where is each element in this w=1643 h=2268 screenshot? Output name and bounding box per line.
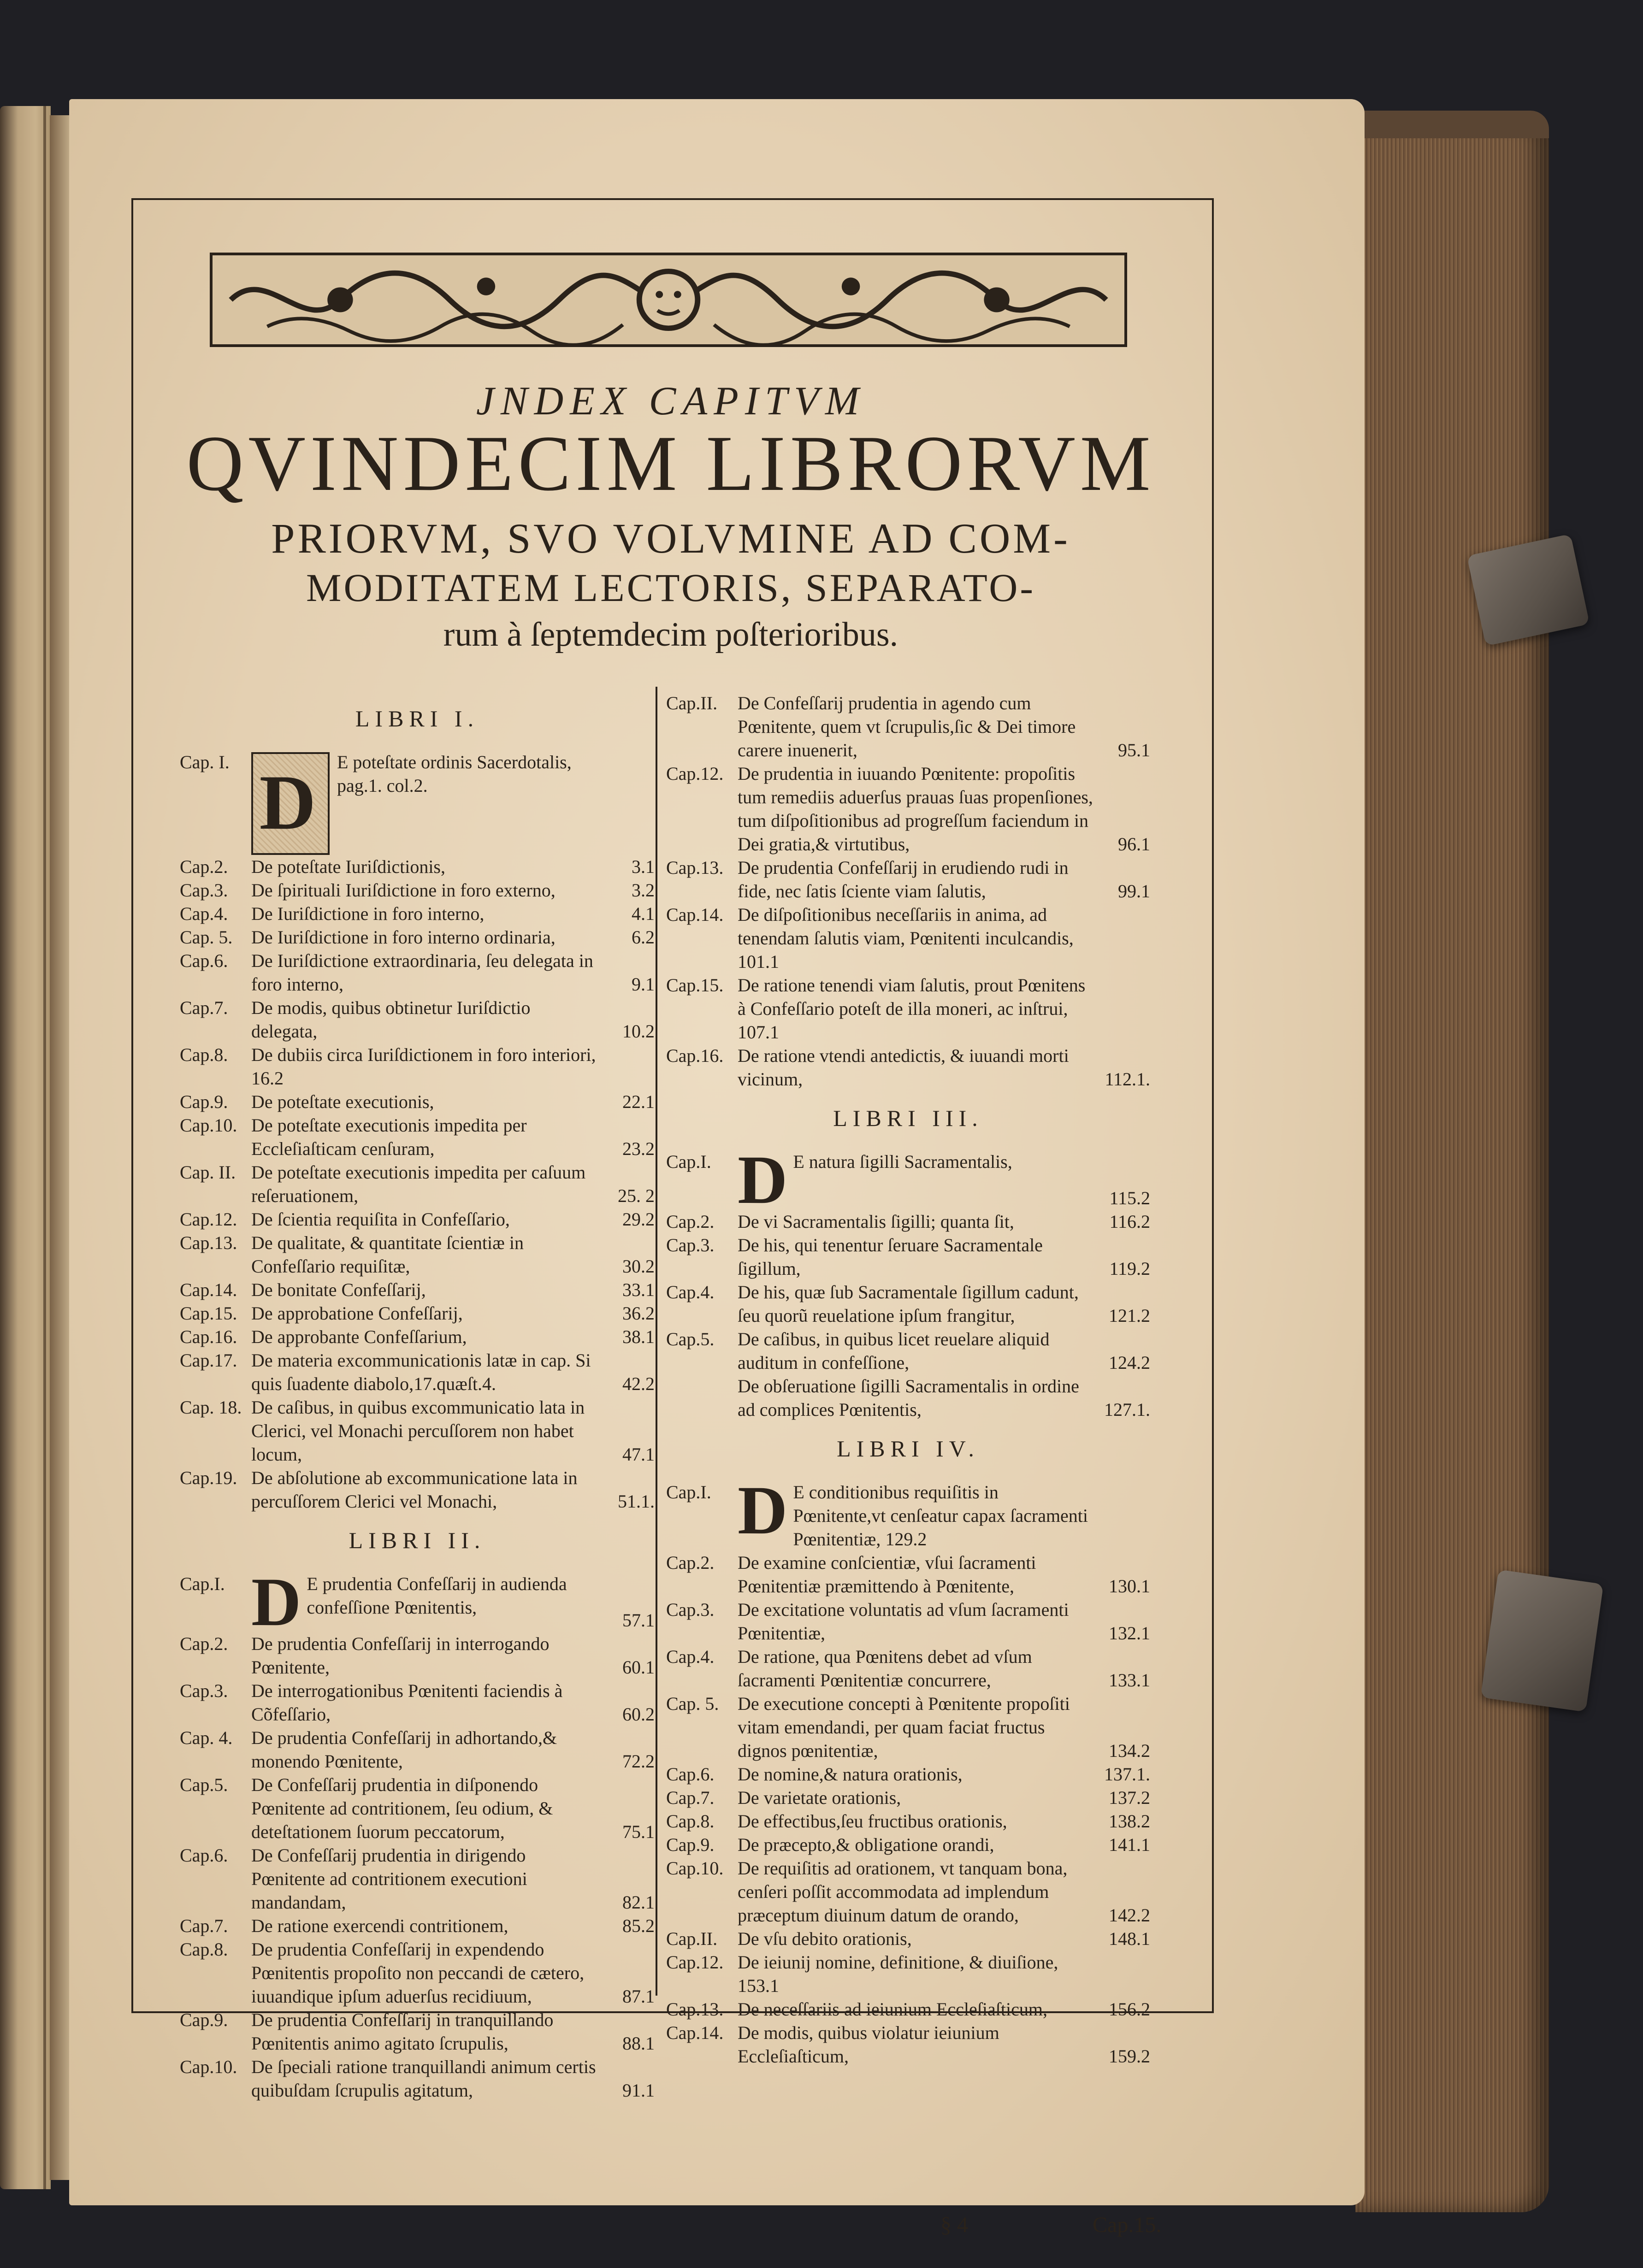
chapter-title: De poteſtate executionis impedita per Eccleſiaſticam cenſuram, [251, 1115, 527, 1159]
chapter-entry [251, 1564, 655, 1640]
index-entry [180, 1113, 655, 1161]
chapter-number: Cap.13. [666, 1999, 724, 2020]
page-reference: 75.1 [622, 1821, 655, 1842]
chapter-entry [738, 1762, 1150, 1786]
chapter-number: Cap.3. [666, 1235, 715, 1255]
index-entry [666, 903, 1150, 973]
chapter-title: De varietate orationis, [738, 1787, 901, 1808]
chapter-number: Cap.13. [666, 857, 724, 878]
index-entry [180, 1773, 655, 1844]
index-entry [180, 1349, 655, 1396]
chapter-title: De effectibus,ſeu fructibus orationis, [738, 1811, 1007, 1832]
page-reference: 60.1 [622, 1657, 655, 1678]
chapter-title: De ſcientia requiſita in Confeſſario, [251, 1209, 510, 1230]
chapter-title: E conditionibus requiſitis in Pœnitente,vt cenſeatur capax ſacramenti Pœnitentiæ, 129.2 [793, 1482, 1088, 1549]
chapter-number: Cap.10. [666, 1858, 724, 1879]
chapter-entry [251, 878, 655, 902]
chapter-title: De bonitate Confeſſarij, [251, 1279, 426, 1300]
book3-heading: LIBRI III. [833, 1105, 983, 1131]
chapter-title: De prudentia in iuuando Pœnitente: propoſitis tum remediis aduerſus prauas ſuas propenſiones, tum diſpoſitionibus ad progreſſum faciendum in Dei gratia,& virtutibus, [738, 763, 1093, 854]
chapter-title: De excitatione voluntatis ad vſum ſacramenti Pœnitentiæ, [738, 1599, 1069, 1644]
chapter-title: De obſeruatione ſigilli Sacramentalis in ordine ad complices Pœnitentis, [738, 1376, 1079, 1420]
index-entry [180, 902, 655, 925]
chapter-title: De poteſtate Iuriſdictionis, [251, 856, 445, 877]
page-reference: 127.1. [1104, 1399, 1150, 1420]
index-entry [180, 1938, 655, 2008]
chapter-title: De requiſitis ad orationem, vt tanquam bona, cenſeri poſſit accommodata ad implendum præceptum diuinum datum de orando, [738, 1858, 1068, 1926]
chapter-title: De interrogationibus Pœnitenti faciendis à Cõfeſſario, [251, 1680, 563, 1725]
chapter-entry [251, 750, 655, 855]
page-reference: 25. 2 [618, 1185, 655, 1206]
chapter-title: De neceſſariis ad ieiunium Eccleſiaſticum, [738, 1999, 1047, 2020]
chapter-title: De poteſtate executionis, [251, 1091, 434, 1112]
chapter-number: Cap.6. [180, 950, 228, 971]
chapter-title: De executione concepti à Pœnitente propoſiti vitam emendandi, per quam faciat fructus dignos pœnitentiæ, [738, 1693, 1070, 1761]
chapter-entry [738, 1472, 1150, 1551]
chapter-title: E natura ſigilli Sacramentalis, [793, 1151, 1012, 1172]
index-title-line2: QVINDECIM LIBRORVM [186, 420, 1155, 507]
chapter-number: Cap.4. [180, 903, 228, 924]
clasp-lower [1481, 1569, 1604, 1712]
page-reference: 10.2 [622, 1021, 655, 1042]
chapter-title: De Iuriſdictione in foro interno, [251, 903, 485, 924]
chapter-title: De Confeſſarij prudentia in diſponendo Pœnitente ad contritionem, ſeu odium, & deteſtationem ſuorum peccatorum, [251, 1774, 553, 1842]
chapter-entry [251, 1231, 655, 1278]
signature-mark: § 4 [940, 2213, 968, 2237]
chapter-entry [251, 1043, 655, 1090]
chapter-entry [738, 1692, 1150, 1762]
chapter-entry [738, 762, 1150, 856]
page-reference: 72.2 [622, 1751, 655, 1772]
chapter-entry [738, 691, 1150, 762]
book1-list [180, 750, 655, 1513]
page-reference: 51.1. [618, 1491, 655, 1512]
index-entry [666, 1142, 1150, 1218]
page-reference: 156.2 [1109, 1999, 1150, 2020]
chapter-title: De ratione tenendi viam ſalutis, prout Pœnitens à Confeſſario poteſt de illa moneri, ac inſtrui, 107.1 [738, 975, 1086, 1043]
chapter-number: Cap.I. [666, 1482, 711, 1502]
chapter-entry [251, 1208, 655, 1231]
chapter-entry [251, 1113, 655, 1161]
index-title-line4: MODITATEM LECTORIS, SEPARATO- [306, 566, 1035, 610]
page-reference: 85.2 [622, 1915, 655, 1936]
index-entry [180, 1679, 655, 1726]
chapter-number: Cap.2. [180, 1633, 228, 1654]
page-reference: 141.1 [1109, 1834, 1150, 1855]
drop-capital: D [251, 752, 330, 855]
chapter-number: Cap.10. [180, 1115, 237, 1136]
index-entry [180, 878, 655, 902]
chapter-number [666, 1374, 738, 1421]
chapter-number: Cap.12. [180, 1209, 237, 1230]
index-entry [666, 1833, 1150, 1856]
page-content [166, 230, 1176, 2237]
chapter-title: De caſibus, in quibus excommunicatio lata in Clerici, vel Monachi percuſſorem non habet locum, [251, 1397, 585, 1465]
left-column [180, 691, 655, 2102]
chapter-title: De ratione exercendi contritionem, [251, 1915, 508, 1936]
index-entry [180, 1914, 655, 1938]
chapter-title: De examine conſcientiæ, vſui ſacramenti Pœnitentiæ præmittendo à Pœnitente, [738, 1552, 1036, 1596]
chapter-number: Cap.7. [180, 997, 228, 1018]
chapter-number: Cap.15. [666, 975, 724, 996]
chapter-title: De qualitate, & quantitate ſcientiæ in Confeſſario requiſitæ, [251, 1232, 524, 1277]
page-reference: 33.1 [622, 1279, 655, 1300]
chapter-number: Cap.17. [180, 1350, 237, 1371]
book4-heading: LIBRI IV. [837, 1436, 980, 1461]
chapter-number: Cap.I. [180, 1573, 225, 1594]
chapter-entry [738, 1233, 1150, 1280]
page-reference: 133.1 [1109, 1670, 1150, 1691]
page-reference: 96.1 [1118, 834, 1150, 854]
index-entry [666, 1997, 1150, 2021]
drop-capital: D [251, 1564, 301, 1640]
chapter-entry [251, 2055, 655, 2102]
chapter-entry [738, 1374, 1150, 1421]
chapter-number: Cap.2. [666, 1211, 715, 1232]
chapter-number: Cap.12. [666, 1952, 724, 1973]
chapter-entry [738, 1786, 1150, 1809]
page-reference: 82.1 [622, 1892, 655, 1913]
chapter-title: E prudentia Confeſſarij in audienda confeſſione Pœnitentis, [307, 1573, 567, 1618]
index-entry [180, 1302, 655, 1325]
book3-list [666, 1142, 1150, 1421]
index-entry [180, 750, 655, 855]
page-reference: 112.1. [1105, 1069, 1150, 1090]
chapter-number: Cap. 5. [180, 927, 233, 948]
index-title-line1: JNDEX CAPITVM [476, 379, 866, 424]
index-entry [180, 1043, 655, 1090]
chapter-number: Cap.7. [666, 1787, 715, 1808]
index-entry [666, 1210, 1150, 1233]
index-entry [666, 1551, 1150, 1598]
chapter-title: De ratione vtendi antedictis, & iuuandi morti vicinum, [738, 1045, 1069, 1090]
chapter-number: Cap.9. [180, 1091, 228, 1112]
index-entry [180, 1726, 655, 1773]
chapter-entry [251, 996, 655, 1043]
chapter-number: Cap. II. [180, 1162, 236, 1183]
index-entry [180, 2008, 655, 2055]
chapter-entry [738, 1551, 1150, 1598]
chapter-number: Cap. I. [180, 752, 230, 772]
chapter-title: De caſibus, in quibus licet reuelare aliquid auditum in confeſſione, [738, 1329, 1050, 1373]
chapter-title: E poteſtate ordinis Sacerdotalis, pag.1. col.2. [337, 752, 572, 796]
chapter-number: Cap.14. [666, 2022, 724, 2043]
chapter-title: De ſpeciali ratione tranquillandi animum certis quibuſdam ſcrupulis agitatum, [251, 2056, 596, 2101]
chapter-entry [251, 1349, 655, 1396]
chapter-number: Cap.II. [666, 693, 718, 713]
page-reference: 148.1 [1109, 1928, 1150, 1949]
chapter-number: Cap.14. [180, 1279, 237, 1300]
column-divider [656, 687, 657, 1996]
index-entry [666, 973, 1150, 1044]
index-entry [180, 1466, 655, 1513]
left-page-edge [0, 106, 51, 2189]
chapter-entry [251, 855, 655, 878]
chapter-entry [738, 1044, 1150, 1091]
page-reference: 3.1 [632, 856, 655, 877]
chapter-title: De prudentia Confeſſarij in interrogando Pœnitente, [251, 1633, 550, 1678]
index-entry [180, 855, 655, 878]
chapter-entry [738, 1997, 1150, 2021]
chapter-number: Cap.9. [180, 2009, 228, 2030]
chapter-title: De approbatione Confeſſarij, [251, 1303, 463, 1324]
page-reference: 4.1 [632, 903, 655, 924]
page-reference: 57.1 [622, 1610, 655, 1631]
chapter-entry [251, 1726, 655, 1773]
chapter-number: Cap.6. [180, 1845, 228, 1866]
index-entry [666, 1856, 1150, 1927]
chapter-number: Cap.12. [666, 763, 724, 784]
chapter-title: De præcepto,& obligatione orandi, [738, 1834, 994, 1855]
chapter-entry [738, 1645, 1150, 1692]
index-entry [180, 1208, 655, 1231]
chapter-number: Cap.16. [180, 1326, 237, 1347]
chapter-number: Cap.9. [666, 1834, 715, 1855]
chapter-entry [251, 1278, 655, 1302]
chapter-entry [251, 2008, 655, 2055]
chapter-title: De Confeſſarij prudentia in agendo cum Pœnitente, quem vt ſcrupulis,ſic & Dei timore carere inuenerit, [738, 693, 1076, 760]
chapter-title: De vſu debito orationis, [738, 1928, 912, 1949]
chapter-entry [738, 1327, 1150, 1374]
chapter-title: De modis, quibus violatur ieiunium Eccleſiaſticum, [738, 2022, 999, 2067]
chapter-entry [251, 1466, 655, 1513]
page-reference: 159.2 [1109, 2046, 1150, 2067]
chapter-number: Cap.3. [666, 1599, 715, 1620]
page-reference: 38.1 [622, 1326, 655, 1347]
drop-capital: D [738, 1472, 788, 1549]
chapter-entry [251, 1325, 655, 1349]
chapter-entry [738, 1927, 1150, 1950]
index-entry [180, 1632, 655, 1679]
chapter-entry [251, 1161, 655, 1208]
page-reference: 23.2 [622, 1138, 655, 1159]
book2-list-right [666, 691, 1150, 1091]
chapter-entry [251, 1773, 655, 1844]
chapter-entry [738, 2021, 1150, 2068]
index-entry [666, 1786, 1150, 1809]
chapter-entry [251, 1914, 655, 1938]
page-reference: 119.2 [1109, 1258, 1150, 1279]
chapter-number: Cap.8. [180, 1044, 228, 1065]
index-entry [180, 1090, 655, 1113]
page-reference: 124.2 [1109, 1352, 1150, 1373]
page-reference: 137.2 [1109, 1787, 1150, 1808]
chapter-title: De his, quæ ſub Sacramentale ſigillum cadunt, ſeu quorũ reuelatione ipſum frangitur, [738, 1282, 1079, 1326]
chapter-entry [738, 1142, 1150, 1218]
chapter-number: Cap.4. [666, 1282, 715, 1302]
chapter-entry [251, 949, 655, 996]
chapter-number: Cap.15. [180, 1303, 237, 1324]
page-reference: 36.2 [622, 1303, 655, 1324]
page-reference: 99.1 [1118, 881, 1150, 901]
chapter-title: De prudentia Confeſſarij in erudiendo rudi in fide, nec ſatis ſciente viam ſalutis, [738, 857, 1069, 901]
page-reference: 132.1 [1109, 1623, 1150, 1644]
page-reference: 60.2 [622, 1704, 655, 1725]
chapter-number: Cap.19. [180, 1467, 237, 1488]
right-column [666, 691, 1150, 2068]
chapter-entry [738, 903, 1150, 973]
chapter-number: Cap.5. [180, 1774, 228, 1795]
index-entry [666, 1233, 1150, 1280]
book-fore-edge [1355, 120, 1549, 2212]
chapter-number: Cap.3. [180, 1680, 228, 1701]
chapter-number: Cap.8. [666, 1811, 715, 1832]
chapter-entry [738, 1809, 1150, 1833]
index-entry [180, 1564, 655, 1640]
page-reference: 29.2 [622, 1209, 655, 1230]
chapter-entry [738, 1950, 1150, 1997]
page-reference: 30.2 [622, 1256, 655, 1277]
chapter-number: Cap. 5. [666, 1693, 719, 1714]
chapter-entry [251, 1679, 655, 1726]
page-reference: 134.2 [1109, 1740, 1150, 1761]
book1-heading: LIBRI I. [355, 706, 479, 731]
chapter-number: Cap. 4. [180, 1727, 233, 1748]
chapter-entry [251, 1090, 655, 1113]
chapter-number: Cap.2. [180, 856, 228, 877]
chapter-number: Cap.II. [666, 1928, 718, 1949]
chapter-entry [251, 1938, 655, 2008]
chapter-entry [738, 1833, 1150, 1856]
chapter-title: De prudentia Confeſſarij in adhortando,& monendo Pœnitente, [251, 1727, 557, 1772]
page-reference: 121.2 [1109, 1305, 1150, 1326]
chapter-entry [738, 1280, 1150, 1327]
chapter-number: Cap.5. [666, 1329, 715, 1349]
chapter-title: De Confeſſarij prudentia in dirigendo Pœnitente ad contritionem executioni mandandam, [251, 1845, 527, 1913]
chapter-title: De materia excommunicationis latæ in cap. Si quis ſuadente diabolo,17.quæſt.4. [251, 1350, 591, 1394]
index-entry [666, 1809, 1150, 1833]
page-reference: 9.1 [632, 974, 655, 995]
index-entry [180, 949, 655, 996]
chapter-title: De diſpoſitionibus neceſſariis in anima, ad tenendam ſalutis viam, Pœnitenti inculcandis, 101.1 [738, 904, 1074, 972]
page-reference: 42.2 [622, 1373, 655, 1394]
chapter-title: De prudentia Confeſſarij in expendendo Pœnitentis propoſito non peccandi de cætero, iuuandique ipſum aduerſus recidiuum, [251, 1939, 585, 2007]
chapter-title: De poteſtate executionis impedita per caſuum reſeruationem, [251, 1162, 586, 1206]
chapter-title: De ratione, qua Pœnitens debet ad vſum ſacramenti Pœnitentiæ concurrere, [738, 1646, 1032, 1691]
chapter-title: De Iuriſdictione in foro interno ordinaria, [251, 927, 556, 948]
index-entry [666, 1280, 1150, 1327]
page-reference: 138.2 [1109, 1811, 1150, 1832]
chapter-entry [738, 973, 1150, 1044]
page-reference: 87.1 [622, 1986, 655, 2007]
index-title-line3: PRIORVM, SVO VOLVMINE AD COM- [271, 515, 1070, 562]
index-entry [180, 1844, 655, 1914]
page-reference: 88.1 [622, 2033, 655, 2054]
chapter-title: De his, qui tenentur ſeruare Sacramentale ſigillum, [738, 1235, 1043, 1279]
page-reference: 47.1 [622, 1444, 655, 1465]
drop-capital: D [738, 1142, 788, 1218]
book4-list [666, 1472, 1150, 2068]
catchword: Cap.15. [1093, 2213, 1162, 2237]
index-entry [666, 1927, 1150, 1950]
index-entry [666, 1645, 1150, 1692]
index-entry [666, 856, 1150, 903]
page-reference: 95.1 [1118, 740, 1150, 760]
chapter-title: De Iuriſdictione extraordinaria, ſeu delegata in foro interno, [251, 950, 593, 995]
chapter-title: De dubiis circa Iuriſdictionem in foro interiori, 16.2 [251, 1044, 596, 1089]
chapter-number: Cap.10. [180, 2056, 237, 2077]
chapter-title: De vi Sacramentalis ſigilli; quanta ſit, [738, 1211, 1014, 1232]
index-entry [666, 1472, 1150, 1551]
chapter-number: Cap.6. [666, 1764, 715, 1785]
chapter-entry [738, 1210, 1150, 1233]
index-entry [180, 1325, 655, 1349]
index-entry [666, 762, 1150, 856]
chapter-entry [738, 1856, 1150, 1927]
chapter-entry [251, 1844, 655, 1914]
page-reference: 3.2 [632, 880, 655, 901]
chapter-number: Cap. 18. [180, 1397, 242, 1418]
chapter-title: De modis, quibus obtinetur Iuriſdictio delegata, [251, 997, 531, 1042]
chapter-number: Cap.14. [666, 904, 724, 925]
chapter-number: Cap.16. [666, 1045, 724, 1066]
page-reference: 6.2 [632, 927, 655, 948]
chapter-entry [251, 1632, 655, 1679]
index-entry [666, 1327, 1150, 1374]
chapter-title: De approbante Confeſſarium, [251, 1326, 467, 1347]
chapter-number: Cap.8. [180, 1939, 228, 1960]
page-reference: 142.2 [1109, 1905, 1150, 1926]
chapter-number: Cap.2. [666, 1552, 715, 1573]
index-entry [666, 1692, 1150, 1762]
index-entry [666, 691, 1150, 762]
chapter-entry [251, 925, 655, 949]
index-entry [666, 1950, 1150, 1997]
index-entry [180, 2055, 655, 2102]
chapter-title: De nomine,& natura orationis, [738, 1764, 963, 1785]
page-reference: 115.2 [1109, 1188, 1150, 1208]
chapter-number: Cap.13. [180, 1232, 237, 1253]
page-reference: 116.2 [1109, 1211, 1150, 1232]
chapter-entry [738, 856, 1150, 903]
chapter-number: Cap.4. [666, 1646, 715, 1667]
chapter-title: De ſpirituali Iuriſdictione in foro externo, [251, 880, 556, 901]
chapter-entry [251, 1396, 655, 1466]
chapter-number: Cap.3. [180, 880, 228, 901]
book2-list-left [180, 1564, 655, 2102]
index-entry [666, 1374, 1150, 1421]
index-title-line5: rum à ſeptemdecim poſterioribus. [443, 616, 898, 654]
chapter-title: De ieiunij nomine, definitione, & diuiſione, 153.1 [738, 1952, 1058, 1996]
chapter-title: De prudentia Confeſſarij in tranquillando Pœnitentis animo agitato ſcrupulis, [251, 2009, 554, 2054]
chapter-entry [251, 902, 655, 925]
index-entry [180, 1278, 655, 1302]
index-entry [666, 1762, 1150, 1786]
chapter-entry [738, 1598, 1150, 1645]
headpiece-ornament [210, 253, 1127, 347]
index-entry [666, 1598, 1150, 1645]
page-reference: 130.1 [1109, 1576, 1150, 1596]
page-reference: 91.1 [622, 2080, 655, 2101]
index-entry [180, 925, 655, 949]
index-entry [180, 1396, 655, 1466]
index-entry [666, 2021, 1150, 2068]
chapter-entry [251, 1302, 655, 1325]
index-entry [666, 1044, 1150, 1091]
index-entry [180, 996, 655, 1043]
chapter-number: Cap.I. [666, 1151, 711, 1172]
index-entry [180, 1231, 655, 1278]
chapter-title: De abſolutione ab excommunicatione lata in percuſſorem Clerici vel Monachi, [251, 1467, 578, 1512]
book2-heading: LIBRI II. [349, 1527, 486, 1553]
index-entry [180, 1161, 655, 1208]
page-reference: 22.1 [622, 1091, 655, 1112]
page-reference: 137.1. [1104, 1764, 1150, 1785]
chapter-number: Cap.7. [180, 1915, 228, 1936]
